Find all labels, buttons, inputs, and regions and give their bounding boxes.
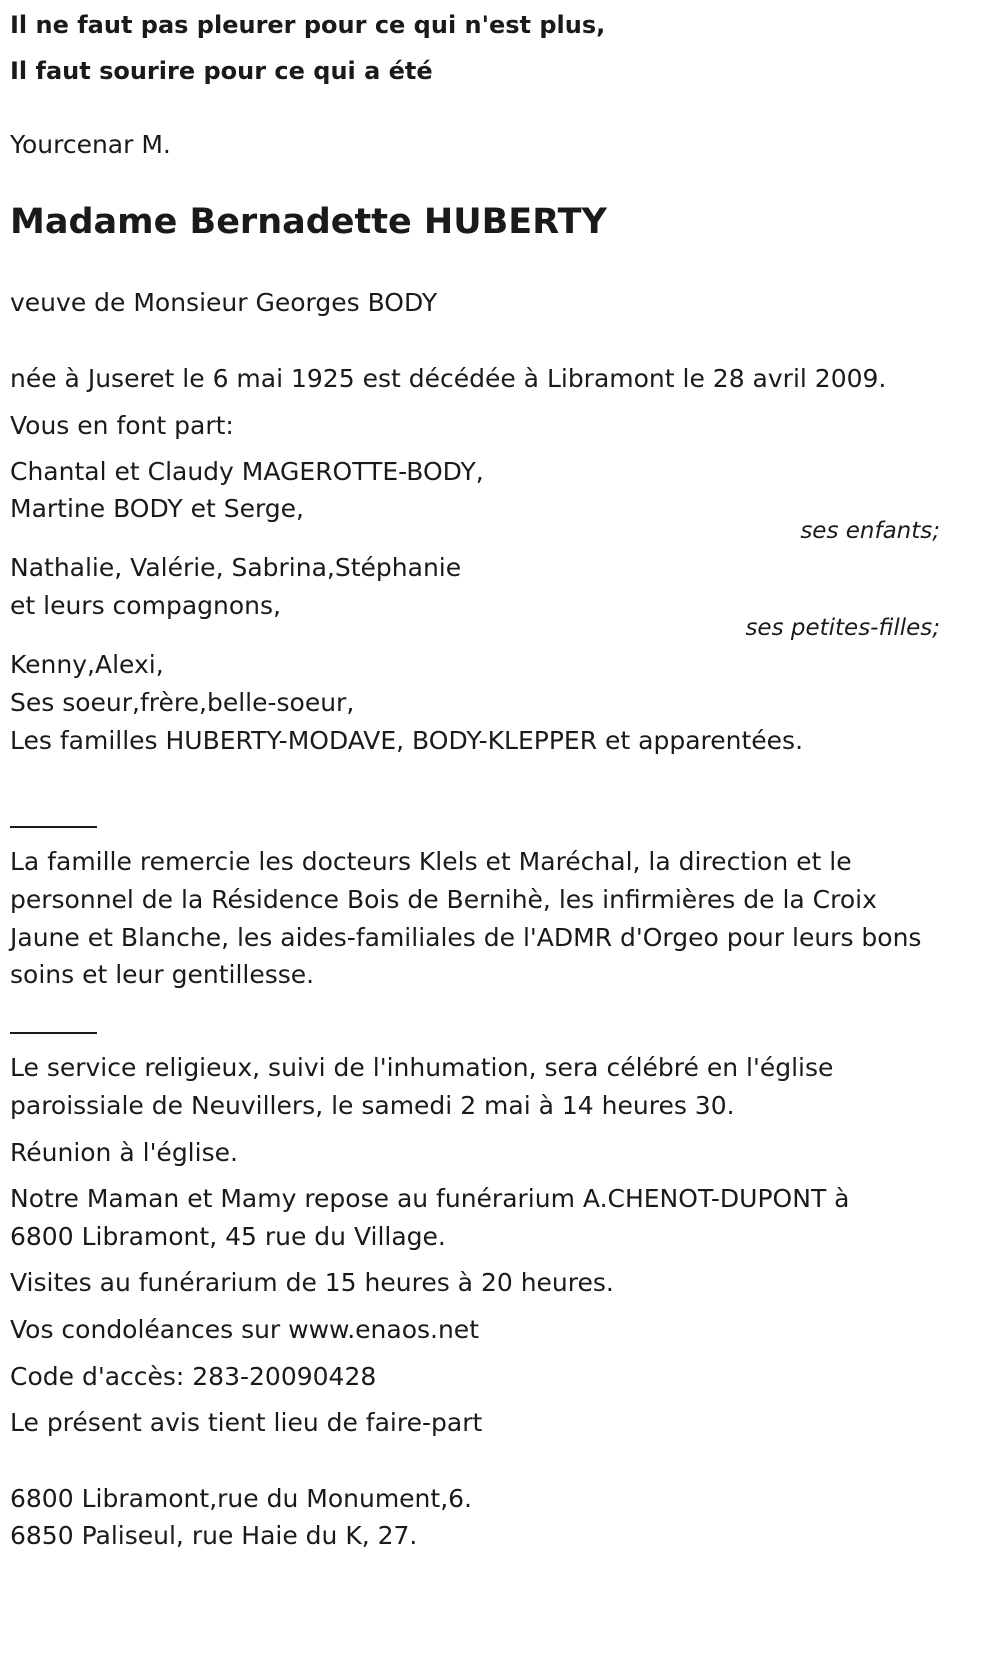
thanks-line-4: soins et leur gentillesse. xyxy=(10,960,315,989)
deceased-name: Madame Bernadette HUBERTY xyxy=(10,202,607,242)
quote-author: Yourcenar M. xyxy=(10,130,171,159)
notice: Le présent avis tient lieu de faire-part xyxy=(10,1408,483,1437)
grandchildren-line-1: Nathalie, Valérie, Sabrina,Stéphanie xyxy=(10,553,462,582)
children-line-2: Martine BODY et Serge, xyxy=(10,494,304,523)
quote-line-1: Il ne faut pas pleurer pour ce qui n'est plus, xyxy=(10,11,606,39)
children-line-1: Chantal et Claudy MAGEROTTE-BODY, xyxy=(10,457,484,486)
others-line-1: Kenny,Alexi, xyxy=(10,650,164,679)
others-line-2: Ses soeur,frère,belle-soeur, xyxy=(10,688,355,717)
grandchildren-label: ses petites-filles; xyxy=(745,615,940,641)
widow-of: veuve de Monsieur Georges BODY xyxy=(10,288,438,317)
visits: Visites au funérarium de 15 heures à 20 heures. xyxy=(10,1268,614,1297)
address-line-1: 6800 Libramont,rue du Monument,6. xyxy=(10,1484,472,1513)
thanks-line-1: La famille remercie les docteurs Klels et Maréchal, la direction et le xyxy=(10,847,852,876)
divider xyxy=(10,826,97,828)
family-intro: Vous en font part: xyxy=(10,411,234,440)
repose-line-2: 6800 Libramont, 45 rue du Village. xyxy=(10,1222,446,1251)
condolences: Vos condoléances sur www.enaos.net xyxy=(10,1315,479,1344)
service-line-2: paroissiale de Neuvillers, le samedi 2 mai à 14 heures 30. xyxy=(10,1091,735,1120)
children-label: ses enfants; xyxy=(800,518,940,544)
thanks-line-2: personnel de la Résidence Bois de Bernihè, les infirmières de la Croix xyxy=(10,885,877,914)
grandchildren-line-2: et leurs compagnons, xyxy=(10,591,281,620)
address-line-2: 6850 Paliseul, rue Haie du K, 27. xyxy=(10,1521,418,1550)
divider xyxy=(10,1032,97,1034)
birth-death: née à Juseret le 6 mai 1925 est décédée à Libramont le 28 avril 2009. xyxy=(10,364,887,393)
quote-line-2: Il faut sourire pour ce qui a été xyxy=(10,57,433,85)
repose-line-1: Notre Maman et Mamy repose au funérarium A.CHENOT-DUPONT à xyxy=(10,1184,850,1213)
reunion: Réunion à l'église. xyxy=(10,1138,238,1167)
thanks-line-3: Jaune et Blanche, les aides-familiales de l'ADMR d'Orgeo pour leurs bons xyxy=(10,923,922,952)
access-code: Code d'accès: 283-20090428 xyxy=(10,1362,377,1391)
service-line-1: Le service religieux, suivi de l'inhumation, sera célébré en l'église xyxy=(10,1053,834,1082)
others-line-3: Les familles HUBERTY-MODAVE, BODY-KLEPPER et apparentées. xyxy=(10,726,804,755)
